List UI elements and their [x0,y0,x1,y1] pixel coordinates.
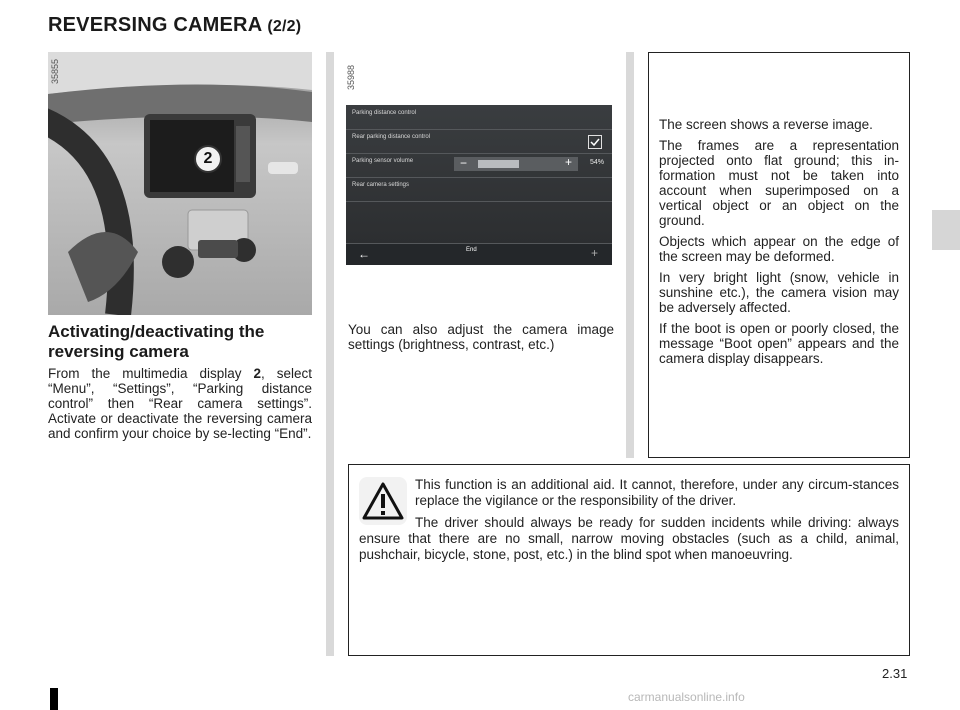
watermark-text: carmanualsonline.info [628,690,745,704]
warning-triangle-icon [359,477,407,525]
minus-icon[interactable]: − [460,156,468,170]
info-box [648,52,910,458]
info-paragraph: Objects which appear on the edge of the screen may be deformed. [659,234,899,264]
figure-code: 35988 [346,64,356,90]
screen-caption: You can also adjust the camera image settings (brightness, contrast, etc.) [348,322,614,352]
menu-row-rear-parking-distance-control[interactable] [346,129,612,154]
menu-row-label: Rear parking distance control [352,134,431,140]
volume-slider-fill [478,160,519,168]
dashboard-photo [48,52,312,315]
menu-row-label: Rear camera settings [352,182,410,188]
title-text: REVERSING CAMERA [48,14,262,36]
page-number: 2.31 [882,666,908,681]
info-paragraph: If the boot is open or poorly closed, the message “Boot open” appears and the camera display disappears. [659,321,899,366]
warning-paragraph: The driver should always be ready for sudden incidents while driving: always ensure that there are no small, narrow moving obstacles (such as a child, animal, pushchair, bicycle, stone, post, etc.) in the blind spot when manoeuvring. [359,515,899,562]
callout-2: 2 [194,145,222,173]
back-arrow-icon[interactable]: ← [358,247,370,261]
menu-row-label: Parking sensor volume [352,158,414,164]
column-divider [626,52,634,458]
dashboard-illustration [48,52,312,315]
volume-percent: 54% [590,159,605,166]
warning-box [348,464,910,656]
title-suffix: (2/2) [267,18,302,35]
menu-row-label: Parking distance control [352,110,417,116]
checkbox-checked-icon[interactable] [588,135,602,149]
volume-slider[interactable] [454,157,578,171]
info-paragraph: In very bright light (snow, vehicle in sunshine etc.), the camera vision may be adversely affected. [659,270,899,315]
menu-row-parking-sensor-volume[interactable] [346,153,612,178]
menu-row-parking-distance-control[interactable] [346,105,612,130]
info-paragraph: The screen shows a reverse image. [659,117,873,132]
page-mark [50,688,58,710]
figure-code: 35855 [50,58,60,84]
info-paragraph: The frames are a representation projected onto flat ground; this in-formation must not be taken into account when superimposed on a vertical object or an object on the ground. [659,138,899,228]
plus-icon[interactable]: + [564,155,572,169]
plus-icon[interactable]: + [590,246,598,260]
warning-paragraph: This function is an additional aid. It cannot, therefore, under any circum-stances replace the vigilance or the responsibility of the driver. [415,477,899,508]
end-button[interactable]: End [466,247,477,253]
page-title [48,14,301,37]
chapter-tab [932,210,960,250]
screen-bottom-bar [346,243,612,265]
section-heading: Activating/deactivating the reversing camera [48,322,265,361]
menu-row-rear-camera-settings[interactable] [346,177,612,202]
section-body: From the multimedia display 2, select “Menu”, “Settings”, “Parking distance control” then “Rear camera settings”. Activate or deactivate the reversing camera and confirm your choice by se-lecting “End”. [48,366,312,441]
multimedia-screen [346,105,612,265]
column-divider [326,52,334,656]
